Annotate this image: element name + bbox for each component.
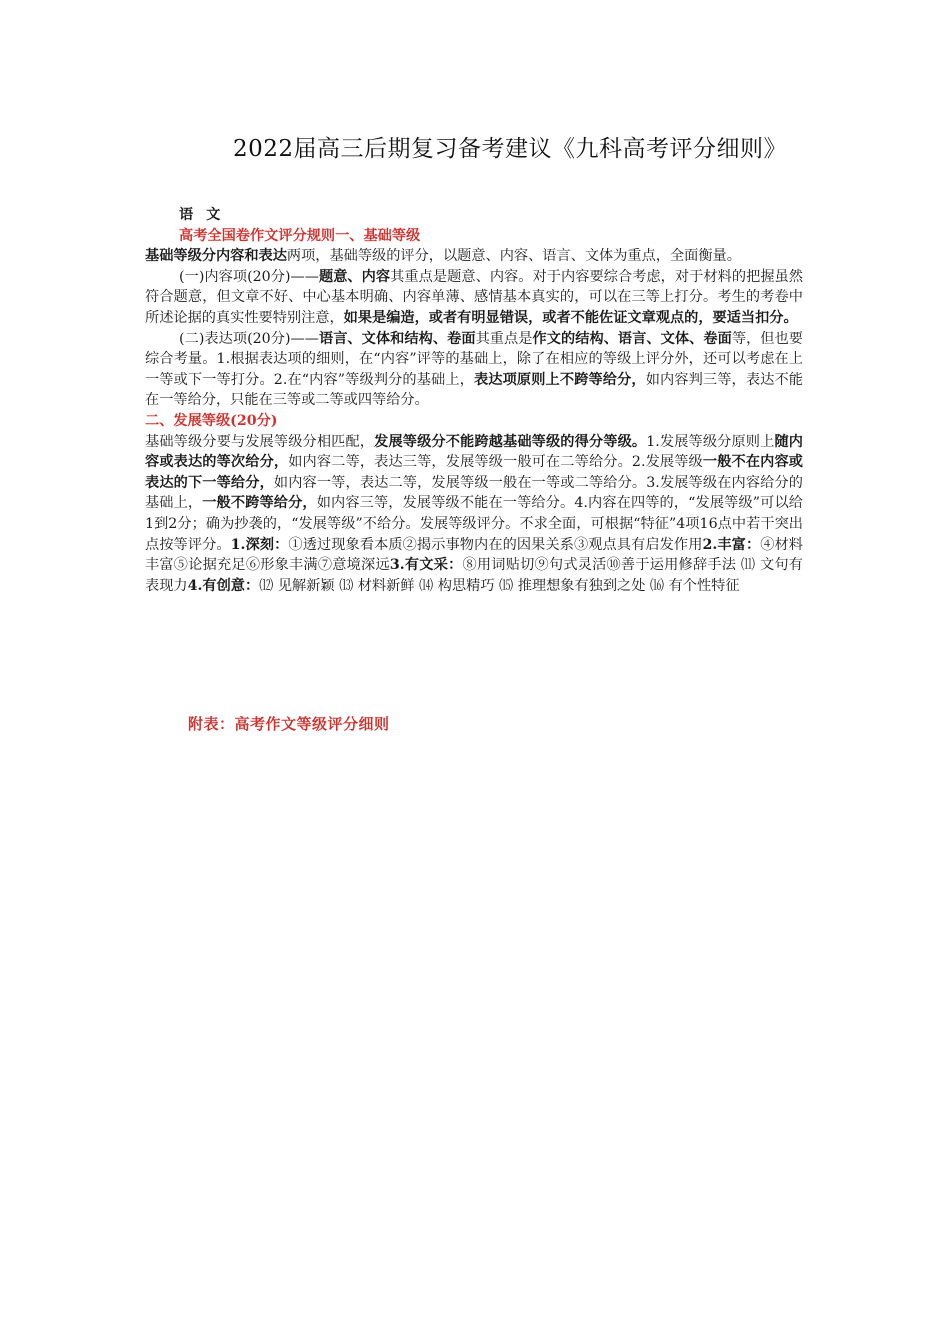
bold-text: 2.丰富： [702, 536, 761, 553]
document-body [145, 205, 803, 596]
body-text: 如内容一等，表达二等，发展等级一般在一等或二等给分。3.发展等级在内容给分的基础上， [145, 474, 803, 512]
bold-text: 一般不在内容或表达的下一等给分， [145, 454, 803, 491]
bold-text: 作文的结构、语言、文体、卷面 [532, 330, 732, 347]
section-heading-development-grade: 二、发展等级(20分) [145, 412, 278, 429]
body-text: ⑿ 见解新颖 ⒀ 材料新鲜 ⒁ 构思精巧 ⒂ 推理想象有独到之处 ⒃ 有个性特征 [259, 577, 740, 594]
bold-text: 4.有创意： [187, 577, 260, 594]
body-text: (二)表达项(20分)—— [179, 330, 319, 347]
body-text: ①透过现象看本质②揭示事物内在的因果关系③观点具有启发作用 [288, 536, 703, 553]
paragraph-basic-grade [145, 246, 803, 267]
body-text: 1.发展等级分原则上 [646, 433, 775, 450]
body-text: 其重点是 [475, 330, 533, 347]
bold-text: 表达项原则上不跨等给分， [473, 371, 646, 388]
bold-text: 基础等级分内容和表达 [145, 248, 287, 265]
bold-text: 语言、文体和结构、卷面 [318, 330, 476, 347]
body-text: 如内容二等，表达三等，发展等级一般可在二等给分。2.发展等级 [288, 454, 703, 471]
bold-text: 题意、内容 [318, 268, 391, 285]
body-text: 如内容三等，发展等级不能在一等给分。4.内容在四等的，“发展等级”可以给1到2分；确为抄袭的，“发展等级”不给分。发展等级评分。不求全面，可根据“特征”4项16点中若干突出点按等评分。 [145, 495, 803, 553]
body-text: 两项，基础等级的评分，以题意、内容、语言、文体为重点，全面衡量。 [286, 248, 741, 265]
document-title: 2022届高三后期复习备考建议《九科高考评分细则》 [232, 136, 788, 162]
body-text: 其重点是题意、内容。对于内容要综合考虑，对于材料的把握虽然符合题意，但文章不好、中心基本明确、内容单薄、感情基本真实的，可以在三等上打分。考生的考卷中所述论据的真实性要特别注意， [145, 268, 803, 326]
body-text: 如内容判三等，表达不能在一等给分，只能在三等或二等或四等给分。 [145, 371, 803, 409]
body-text: 基础等级分要与发展等级分相匹配， [145, 433, 375, 450]
bold-text: 发展等级分不能跨越基础等级的得分等级。 [374, 433, 647, 450]
bold-text: 如果是编造，或者有明显错误，或者不能佐证文章观点的，要适当扣分。 [343, 309, 798, 326]
subject-label: 语 文 [179, 207, 225, 223]
paragraph-expression-item [145, 329, 803, 411]
bold-text: 3.有文采： [389, 557, 463, 574]
body-text: ⑧用词贴切⑨句式灵活⑩善于运用修辞手法 ⑾ 文句有表现力 [145, 557, 803, 594]
bold-text: 1.深刻： [230, 536, 289, 553]
paragraph-development-grade [145, 432, 803, 597]
bold-text: 一般不跨等给分， [202, 495, 317, 512]
body-text: (一)内容项(20分)—— [179, 268, 319, 285]
appendix-title: 附表：高考作文等级评分细则 [188, 715, 390, 733]
paragraph-content-item [145, 267, 803, 329]
section-heading-basic-grade: 高考全国卷作文评分规则一、基础等级 [179, 227, 421, 244]
body-text: ④材料丰富⑤论据充足⑥形象丰满⑦意境深远 [145, 536, 803, 574]
body-text: 等，但也要综合考量。1.根据表达项的细则，在“内容”评等的基础上，除了在相应的等级上评分外，还可以考虑在上一等或下一等打分。2.在“内容”等级判分的基础上， [145, 330, 803, 388]
bold-text: 随内容或表达的等次给分， [145, 433, 803, 471]
